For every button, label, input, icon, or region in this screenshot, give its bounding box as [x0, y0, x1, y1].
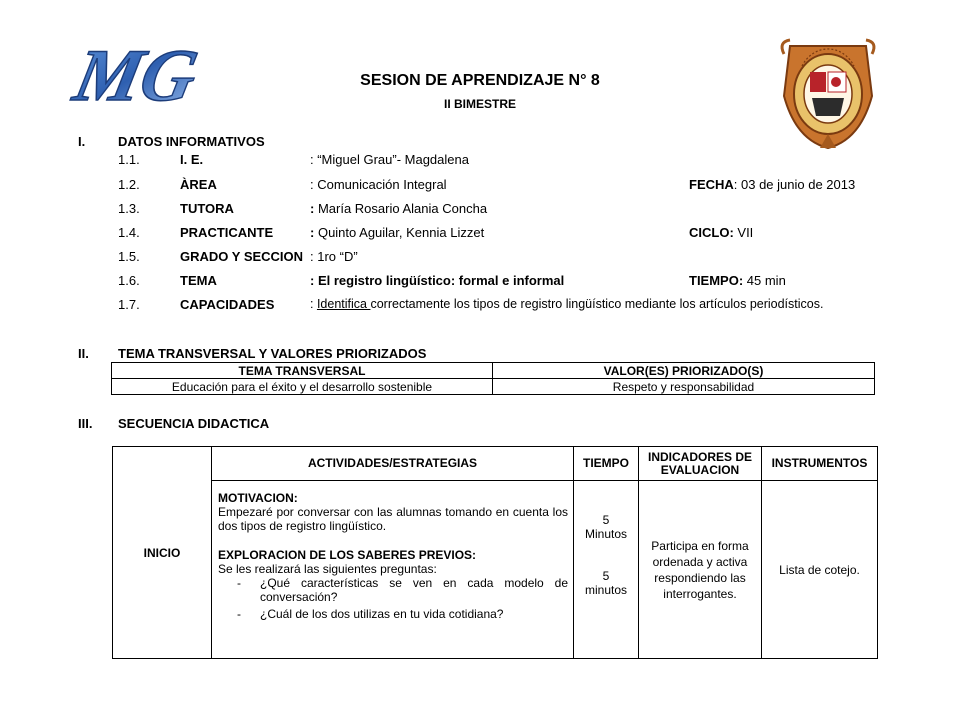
- row-value: : Quinto Aguilar, Kennia Lizzet: [310, 225, 485, 240]
- table-row: [112, 379, 875, 395]
- section2-number: II.: [78, 346, 89, 361]
- ciclo-label: CICLO: VII: [689, 225, 754, 240]
- phase-inicio: INICIO: [113, 447, 212, 659]
- page-title: SESION DE APRENDIZAJE N° 8: [360, 72, 600, 89]
- svg-text:MG: MG: [67, 34, 205, 117]
- question-text: ¿Qué características se ven en cada modelo de conversación?: [260, 576, 568, 604]
- row-label: I. E.: [180, 152, 204, 167]
- tiempo-label: TIEMPO: 45 min: [689, 273, 786, 288]
- section3-number: III.: [78, 416, 93, 431]
- actividades-cell: [212, 481, 574, 659]
- fecha-label: FECHA: 03 de junio de 2013: [689, 177, 856, 192]
- tiempo-2-number: 5: [602, 569, 610, 583]
- row-number: 1.3.: [118, 201, 140, 216]
- fecha-value: : 03 de junio de 2013: [733, 177, 856, 192]
- motivacion-text: Empezaré por conversar con las alumnas tomando en cuenta los dos tipos de registro lingüístico.: [218, 505, 568, 533]
- row-label: GRADO Y SECCION: [180, 249, 304, 264]
- actividades-header: ACTIVIDADES/ESTRATEGIAS: [212, 447, 574, 481]
- table-header-row: [113, 447, 878, 481]
- table-header-row: [112, 363, 875, 379]
- exploracion-title: EXPLORACION DE LOS SABERES PREVIOS:: [218, 548, 477, 562]
- row-value: : Identifica correctamente los tipos de registro lingüístico mediante los artículos periodísticos.: [310, 297, 824, 311]
- valores-value: Respeto y responsabilidad: [493, 379, 875, 395]
- table-row: [113, 481, 878, 659]
- row-label: TUTORA: [180, 201, 234, 216]
- list-item: - ¿Cuál de los dos utilizas en tu vida cotidiana?: [218, 607, 568, 621]
- university-seal-emblem: [780, 36, 876, 152]
- tema-transversal-header: TEMA TRANSVERSAL: [112, 363, 493, 379]
- row-number: 1.4.: [118, 225, 140, 240]
- instrumentos-header: INSTRUMENTOS: [762, 447, 878, 481]
- row-value: : María Rosario Alania Concha: [310, 201, 488, 216]
- valores-header: VALOR(ES) PRIORIZADO(S): [493, 363, 875, 379]
- tiempo-1-number: 5: [602, 513, 610, 527]
- tiempo-cell: [574, 481, 639, 659]
- exploracion-text: Se les realizará las siguientes preguntas:: [218, 562, 437, 576]
- row-label: CAPACIDADES: [180, 297, 275, 312]
- section1-heading: DATOS INFORMATIVOS: [118, 134, 265, 149]
- row-number: 1.6.: [118, 273, 140, 288]
- section2-heading: TEMA TRANSVERSAL Y VALORES PRIORIZADOS: [118, 346, 427, 361]
- row-label: PRACTICANTE: [180, 225, 274, 240]
- row-value: : “Miguel Grau”- Magdalena: [310, 152, 469, 167]
- question-text: ¿Cuál de los dos utilizas en tu vida cotidiana?: [260, 607, 504, 621]
- tiempo-1-unit: Minutos: [584, 527, 628, 541]
- ciclo-value: VII: [733, 225, 754, 240]
- indicadores-header: INDICADORES DE EVALUACION: [639, 447, 762, 481]
- section3-heading: SECUENCIA DIDACTICA: [118, 416, 270, 431]
- section1-number: I.: [78, 134, 86, 149]
- instrumento-cell: Lista de cotejo.: [762, 481, 878, 659]
- row-number: 1.7.: [118, 297, 140, 312]
- motivacion-title: MOTIVACION:: [218, 491, 298, 505]
- row-number: 1.2.: [118, 177, 140, 192]
- secuencia-didactica-table: [112, 446, 878, 659]
- list-item: - ¿Qué características se ven en cada modelo de conversación?: [237, 576, 568, 604]
- row-value: : Comunicación Integral: [310, 177, 447, 192]
- tema-transversal-value: Educación para el éxito y el desarrollo sostenible: [112, 379, 493, 395]
- row-number: 1.5.: [118, 249, 140, 264]
- tiempo-2-unit: minutos: [584, 583, 628, 597]
- page-subtitle: II BIMESTRE: [443, 97, 516, 111]
- row-label: ÀREA: [180, 177, 217, 192]
- indicador-cell: Participa en forma ordenada y activa respondiendo las interrogantes.: [639, 481, 762, 659]
- row-number: 1.1.: [118, 152, 140, 167]
- tiempo-header: TIEMPO: [574, 447, 639, 481]
- tema-transversal-table: [111, 362, 875, 395]
- tiempo-value: 45 min: [743, 273, 786, 288]
- row-value: : 1ro “D”: [310, 249, 358, 264]
- row-label: TEMA: [180, 273, 217, 288]
- row-value: : El registro lingüístico: formal e informal: [310, 273, 565, 288]
